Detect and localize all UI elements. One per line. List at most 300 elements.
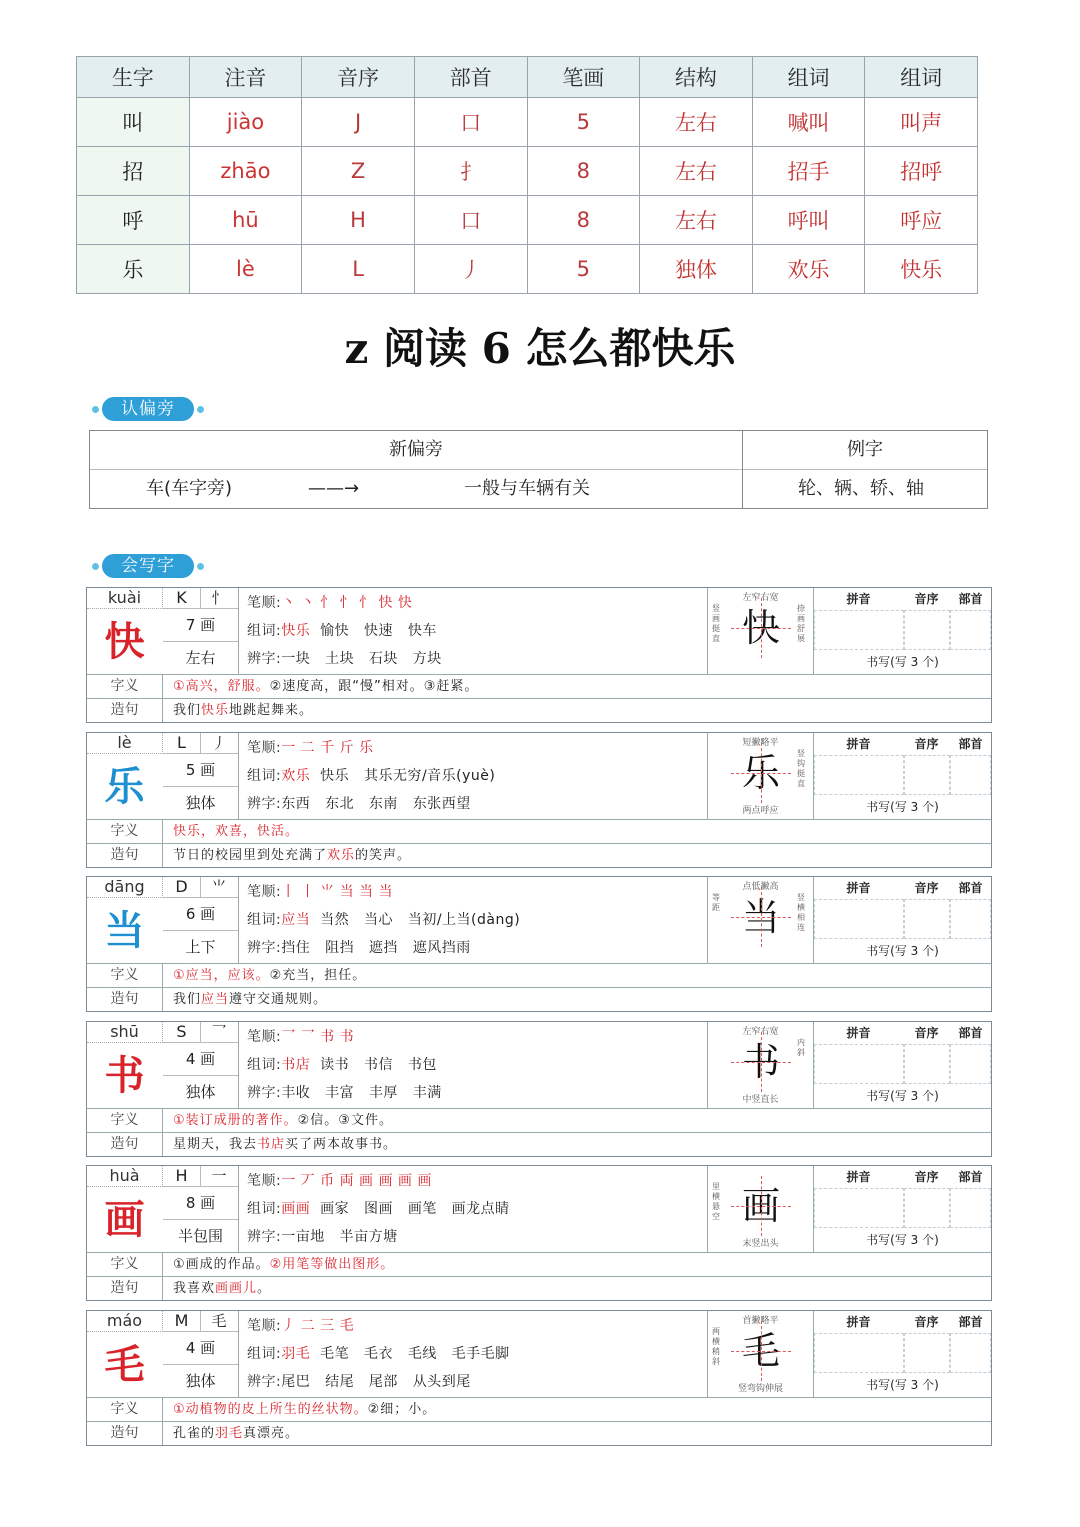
- card-character: 画: [104, 1196, 145, 1243]
- tip-bottom: 中竖直长: [742, 1095, 779, 1105]
- sentence-post: 地跳起舞来。: [229, 703, 314, 718]
- grid-pinyin-label: 拼音: [846, 592, 871, 606]
- character-card: [86, 1165, 992, 1301]
- example-header: 例字: [743, 431, 987, 470]
- order-sequence: 一 二 千 斤 乐: [281, 740, 374, 756]
- distinguish-line: [247, 645, 442, 673]
- grid-write-label: 书写(写 3 个): [866, 1233, 939, 1247]
- model-character: 快: [735, 602, 787, 654]
- tip-left: 里横悬空: [712, 1182, 720, 1221]
- cell-radical: 丿: [414, 245, 527, 294]
- sentence-row: [87, 1276, 991, 1300]
- sentence-highlight: 应当: [201, 992, 230, 1007]
- grid-order-label: 音序: [914, 1170, 939, 1184]
- card-structure: 独体: [185, 1083, 216, 1101]
- order-sequence: 乛 乛 书 书: [281, 1029, 355, 1045]
- cell-radical: 口: [414, 196, 527, 245]
- card-info: [87, 588, 239, 674]
- character-card: [86, 587, 992, 723]
- tip-right: 捺画舒展: [797, 604, 805, 643]
- sentence-post: 。: [257, 1281, 272, 1296]
- card-lines: [239, 1166, 708, 1252]
- meaning-value: [173, 675, 478, 698]
- col-header: 结构: [640, 57, 753, 98]
- table-row: [77, 147, 978, 196]
- grid-radical-label: 部首: [958, 1315, 983, 1329]
- card-letter: L: [163, 733, 201, 754]
- cell-word: 欢乐: [752, 245, 865, 294]
- card-character: 乐: [104, 763, 145, 810]
- meaning-rest: ②用笔等做出图形。: [269, 1257, 395, 1272]
- cell-word: 呼应: [865, 196, 978, 245]
- meaning-rest: ②充当，担任。: [269, 968, 367, 983]
- grid-radical-box[interactable]: [950, 1044, 991, 1084]
- tip-right: 竖钩挺直: [797, 749, 805, 788]
- words-rest: 愉快 快速 快车: [310, 623, 437, 639]
- sentence-value: [173, 988, 327, 1011]
- words-line: [247, 1051, 437, 1079]
- distinguish-label: 辨字:: [247, 796, 282, 812]
- grid-write-label: 书写(写 3 个): [866, 1089, 939, 1103]
- grid-radical-label: 部首: [958, 1026, 983, 1040]
- grid-pinyin-box[interactable]: [814, 755, 904, 795]
- grid-radical-box[interactable]: [950, 755, 991, 795]
- tip-top: 短撇略平: [742, 738, 779, 748]
- radical-name: 车(车字旁): [146, 478, 233, 499]
- sentence-row: [87, 698, 991, 722]
- meaning-value: [173, 1398, 436, 1421]
- cell-word: 呼叫: [752, 196, 865, 245]
- card-structure: 独体: [185, 1372, 216, 1390]
- writing-model: [708, 1022, 814, 1108]
- grid-order-label: 音序: [914, 881, 939, 895]
- writing-model: [708, 733, 814, 819]
- words-rest: 画家 图画 画笔 画龙点睛: [310, 1201, 510, 1217]
- page-title: z 阅读 6 怎么都快乐: [344, 324, 736, 373]
- meaning-label: 字义: [87, 1253, 163, 1276]
- meaning-highlight: ①动植物的皮上所生的丝状物。: [173, 1402, 368, 1417]
- model-character: 乐: [735, 747, 787, 799]
- meaning-value: [173, 820, 299, 843]
- card-character: 毛: [104, 1341, 145, 1388]
- tip-left: 等距: [712, 893, 720, 912]
- grid-pinyin-label: 拼音: [846, 1026, 871, 1040]
- meaning-value: [173, 1109, 393, 1132]
- sentence-value: [173, 844, 411, 867]
- character-card: [86, 1310, 992, 1446]
- sentence-row: [87, 1132, 991, 1156]
- tip-bottom: 末竖出头: [742, 1239, 779, 1249]
- cell-word: 喊叫: [752, 98, 865, 147]
- card-pinyin: huà: [87, 1166, 163, 1187]
- table-row: [77, 245, 978, 294]
- badge-dot-icon: [197, 563, 204, 570]
- meaning-value: [173, 964, 366, 987]
- practice-grid: [814, 1166, 991, 1252]
- meaning-pre: ①画成的作品。: [173, 1257, 270, 1272]
- words-line: [247, 762, 495, 790]
- distinguish-words: 丰收 丰富 丰厚 丰满: [281, 1085, 442, 1101]
- practice-grid: [814, 1311, 991, 1397]
- sentence-label: 造句: [87, 1277, 163, 1300]
- sentence-label: 造句: [87, 699, 163, 722]
- meaning-rest: ②细；小。: [367, 1402, 437, 1417]
- distinguish-label: 辨字:: [247, 1229, 282, 1245]
- distinguish-line: [247, 934, 471, 962]
- card-letter: H: [163, 1166, 201, 1187]
- card-strokes: 6 画: [163, 898, 238, 931]
- card-pinyin: lè: [87, 733, 163, 754]
- words-label: 组词:: [247, 912, 282, 928]
- card-lines: [239, 1311, 708, 1397]
- words-line: [247, 617, 437, 645]
- card-lines: [239, 1022, 708, 1108]
- card-radical: 一: [200, 1166, 238, 1187]
- cell-char: 呼: [77, 196, 190, 245]
- card-pinyin: máo: [87, 1311, 163, 1332]
- distinguish-label: 辨字:: [247, 940, 282, 956]
- sentence-value: [173, 1422, 299, 1445]
- cell-order: H: [302, 196, 415, 245]
- col-header: 生字: [77, 57, 190, 98]
- cell-char: 乐: [77, 245, 190, 294]
- order-label: 笔顺:: [247, 595, 282, 611]
- grid-pinyin-box[interactable]: [814, 1188, 904, 1228]
- cell-pinyin: jiào: [189, 98, 302, 147]
- card-radical: 毛: [200, 1311, 238, 1332]
- grid-order-box[interactable]: [904, 610, 950, 650]
- badge-dot-icon: [92, 406, 99, 413]
- cell-pinyin: lè: [189, 245, 302, 294]
- order-label: 笔顺:: [247, 1029, 282, 1045]
- meaning-row: [87, 1397, 991, 1421]
- col-header: 笔画: [527, 57, 640, 98]
- card-radical: 乛: [200, 1022, 238, 1043]
- grid-radical-box[interactable]: [950, 1333, 991, 1373]
- sentence-highlight: 羽毛: [215, 1426, 244, 1441]
- card-info: [87, 877, 239, 963]
- section-title: 会写字: [102, 554, 194, 578]
- arrow-icon: ——→: [308, 478, 360, 499]
- sentence-pre: 星期天，我去: [173, 1137, 258, 1152]
- stroke-order-line: [247, 1312, 354, 1340]
- distinguish-label: 辨字:: [247, 651, 282, 667]
- tip-top: 首撇略平: [742, 1316, 779, 1326]
- distinguish-line: [247, 1079, 442, 1107]
- stroke-order-line: [247, 1167, 432, 1195]
- order-sequence: 丶 丶 忄 忄 忄 快 快: [281, 595, 413, 611]
- sentence-pre: 孔雀的: [173, 1426, 216, 1441]
- distinguish-words: 挡住 阻挡 遮挡 遮风挡雨: [281, 940, 471, 956]
- practice-grid: [814, 1022, 991, 1108]
- words-highlight: 画画: [281, 1201, 311, 1217]
- order-label: 笔顺:: [247, 1173, 282, 1189]
- distinguish-label: 辨字:: [247, 1374, 282, 1390]
- tip-bottom: 两点呼应: [742, 806, 779, 816]
- tip-right: 竖横相连: [797, 893, 805, 932]
- tip-top: 点低撇高: [742, 882, 779, 892]
- words-label: 组词:: [247, 1346, 282, 1362]
- grid-order-box[interactable]: [904, 899, 950, 939]
- sentence-label: 造句: [87, 844, 163, 867]
- grid-order-label: 音序: [914, 592, 939, 606]
- sentence-row: [87, 1421, 991, 1445]
- grid-write-label: 书写(写 3 个): [866, 655, 939, 669]
- card-pinyin: kuài: [87, 588, 163, 609]
- col-header: 音序: [302, 57, 415, 98]
- distinguish-line: [247, 790, 471, 818]
- radical-examples: 轮、辆、轿、轴: [798, 478, 924, 499]
- card-letter: D: [163, 877, 201, 898]
- section-badge-radicals: [92, 397, 204, 421]
- grid-pinyin-box[interactable]: [814, 610, 904, 650]
- col-header: 部首: [414, 57, 527, 98]
- col-header: 注音: [189, 57, 302, 98]
- card-structure: 上下: [185, 938, 216, 956]
- meaning-row: [87, 963, 991, 987]
- grid-radical-label: 部首: [958, 592, 983, 606]
- sentence-pre: 我喜欢: [173, 1281, 216, 1296]
- cell-strokes: 8: [527, 196, 640, 245]
- words-label: 组词:: [247, 1201, 282, 1217]
- card-info: [87, 1311, 239, 1397]
- col-header: 组词: [865, 57, 978, 98]
- card-strokes: 4 画: [163, 1043, 238, 1076]
- card-strokes: 5 画: [163, 754, 238, 787]
- model-character: 毛: [735, 1325, 787, 1377]
- card-radical: ⺌: [200, 877, 238, 898]
- table-header-row: [77, 57, 978, 98]
- sentence-highlight: 快乐: [201, 703, 230, 718]
- grid-radical-box[interactable]: [950, 610, 991, 650]
- divider: [742, 431, 743, 508]
- sentence-highlight: 书店: [257, 1137, 286, 1152]
- meaning-row: [87, 1252, 991, 1276]
- tip-left: 竖画挺直: [712, 604, 720, 643]
- sentence-post: 遵守交通规则。: [229, 992, 328, 1007]
- meaning-highlight: 快乐，欢喜，快活。: [173, 824, 300, 839]
- words-highlight: 欢乐: [281, 768, 311, 784]
- cell-strokes: 8: [527, 147, 640, 196]
- card-strokes: 7 画: [163, 609, 238, 642]
- cell-structure: 左右: [640, 98, 753, 147]
- card-letter: S: [163, 1022, 201, 1043]
- grid-pinyin-label: 拼音: [846, 1170, 871, 1184]
- grid-radical-box[interactable]: [950, 1188, 991, 1228]
- grid-order-label: 音序: [914, 1026, 939, 1040]
- writing-model: [708, 1311, 814, 1397]
- cell-char: 招: [77, 147, 190, 196]
- sentence-pre: 我们: [173, 992, 202, 1007]
- sentence-highlight: 欢乐: [327, 848, 356, 863]
- sentence-value: [173, 1277, 271, 1300]
- meaning-label: 字义: [87, 1398, 163, 1421]
- card-character: 书: [104, 1052, 145, 1099]
- words-label: 组词:: [247, 768, 282, 784]
- card-strokes: 4 画: [163, 1332, 238, 1365]
- stroke-order-line: [247, 1023, 354, 1051]
- section-title: 认偏旁: [102, 397, 194, 421]
- cell-word: 招呼: [865, 147, 978, 196]
- radical-table: [89, 430, 988, 509]
- cell-word: 叫声: [865, 98, 978, 147]
- tip-top: 左窄右宽: [742, 593, 779, 603]
- grid-order-box[interactable]: [904, 1188, 950, 1228]
- words-highlight: 应当: [281, 912, 311, 928]
- card-radical: 丿: [200, 733, 238, 754]
- meaning-highlight: ①装订成册的著作。: [173, 1113, 298, 1128]
- cell-word: 快乐: [865, 245, 978, 294]
- cell-radical: 口: [414, 98, 527, 147]
- card-lines: [239, 588, 708, 674]
- distinguish-words: 尾巴 结尾 尾部 从头到尾: [281, 1374, 471, 1390]
- model-character: 书: [735, 1036, 787, 1088]
- card-lines: [239, 733, 708, 819]
- order-sequence: 一 丆 币 両 画 画 画 画: [281, 1173, 432, 1189]
- grid-write-label: 书写(写 3 个): [866, 800, 939, 814]
- meaning-rest: ②信。③文件。: [297, 1113, 393, 1128]
- grid-radical-label: 部首: [958, 1170, 983, 1184]
- sentence-row: [87, 843, 991, 867]
- card-character: 当: [104, 907, 145, 954]
- words-label: 组词:: [247, 1057, 282, 1073]
- distinguish-words: 一块 土块 石块 方块: [281, 651, 442, 667]
- radical-meaning: 一般与车辆有关: [464, 478, 590, 499]
- stroke-order-line: [247, 734, 374, 762]
- sentence-pre: 我们: [173, 703, 202, 718]
- sentence-value: [173, 1133, 397, 1156]
- stroke-order-line: [247, 878, 393, 906]
- words-rest: 读书 书信 书包: [310, 1057, 437, 1073]
- grid-write-label: 书写(写 3 个): [866, 944, 939, 958]
- cell-strokes: 5: [527, 98, 640, 147]
- grid-radical-box[interactable]: [950, 899, 991, 939]
- sentence-post: 的笑声。: [355, 848, 412, 863]
- order-sequence: 丨 丨 ⺌ 当 当 当: [281, 884, 393, 900]
- meaning-row: [87, 819, 991, 843]
- card-character: 快: [104, 618, 145, 665]
- card-letter: M: [163, 1311, 201, 1332]
- grid-pinyin-box[interactable]: [814, 1333, 904, 1373]
- words-highlight: 快乐: [281, 623, 311, 639]
- meaning-highlight: ①应当，应该。: [173, 968, 270, 983]
- tip-top: 左窄右宽: [742, 1027, 779, 1037]
- grid-order-label: 音序: [914, 1315, 939, 1329]
- words-highlight: 羽毛: [281, 1346, 311, 1362]
- radical-header: 新偏旁: [90, 431, 742, 470]
- card-lines: [239, 877, 708, 963]
- meaning-row: [87, 674, 991, 698]
- meaning-label: 字义: [87, 675, 163, 698]
- card-letter: K: [163, 588, 201, 609]
- words-rest: 毛笔 毛衣 毛线 毛手毛脚: [310, 1346, 510, 1362]
- grid-radical-label: 部首: [958, 737, 983, 751]
- sentence-label: 造句: [87, 1422, 163, 1445]
- character-summary-table: [76, 56, 978, 294]
- meaning-rest: ②速度高，跟“慢”相对。③赶紧。: [269, 679, 479, 694]
- distinguish-words: 东西 东北 东南 东张西望: [281, 796, 471, 812]
- card-structure: 半包围: [177, 1227, 223, 1245]
- words-label: 组词:: [247, 623, 282, 639]
- words-line: [247, 906, 520, 934]
- col-header: 组词: [752, 57, 865, 98]
- card-info: [87, 1166, 239, 1252]
- meaning-label: 字义: [87, 820, 163, 843]
- words-rest: 快乐 其乐无穷/音乐(yuè): [310, 768, 496, 784]
- tip-bottom: 竖弯钩伸展: [737, 1384, 783, 1394]
- cell-structure: 左右: [640, 147, 753, 196]
- sentence-post: 买了两本故事书。: [285, 1137, 398, 1152]
- grid-pinyin-label: 拼音: [846, 737, 871, 751]
- model-character: 当: [735, 891, 787, 943]
- cell-order: Z: [302, 147, 415, 196]
- distinguish-label: 辨字:: [247, 1085, 282, 1101]
- grid-order-box[interactable]: [904, 1044, 950, 1084]
- meaning-row: [87, 1108, 991, 1132]
- sentence-label: 造句: [87, 988, 163, 1011]
- meaning-value: [173, 1253, 394, 1276]
- cell-order: L: [302, 245, 415, 294]
- order-sequence: 丿 二 三 毛: [281, 1318, 355, 1334]
- badge-dot-icon: [92, 563, 99, 570]
- card-radical: 忄: [200, 588, 238, 609]
- grid-order-box[interactable]: [904, 1333, 950, 1373]
- sentence-row: [87, 987, 991, 1011]
- table-row: [77, 98, 978, 147]
- distinguish-line: [247, 1223, 398, 1251]
- meaning-label: 字义: [87, 1109, 163, 1132]
- order-label: 笔顺:: [247, 1318, 282, 1334]
- distinguish-words: 一亩地 半亩方塘: [281, 1229, 398, 1245]
- card-strokes: 8 画: [163, 1187, 238, 1220]
- practice-grid: [814, 733, 991, 819]
- practice-grid: [814, 877, 991, 963]
- character-card: [86, 732, 992, 868]
- cell-pinyin: zhāo: [189, 147, 302, 196]
- meaning-highlight: ①高兴，舒服。: [173, 679, 270, 694]
- sentence-pre: 节日的校园里到处充满了: [173, 848, 328, 863]
- distinguish-line: [247, 1368, 471, 1396]
- card-pinyin: dāng: [87, 877, 163, 898]
- words-line: [247, 1195, 510, 1223]
- grid-pinyin-box[interactable]: [814, 899, 904, 939]
- grid-pinyin-label: 拼音: [846, 1315, 871, 1329]
- grid-pinyin-label: 拼音: [846, 881, 871, 895]
- grid-order-label: 音序: [914, 737, 939, 751]
- cell-pinyin: hū: [189, 196, 302, 245]
- model-character: 画: [735, 1180, 787, 1232]
- sentence-highlight: 画画儿: [215, 1281, 258, 1296]
- words-rest: 当然 当心 当初/上当(dàng): [310, 912, 521, 928]
- grid-order-box[interactable]: [904, 755, 950, 795]
- order-label: 笔顺:: [247, 740, 282, 756]
- cell-radical: 扌: [414, 147, 527, 196]
- stroke-order-line: [247, 589, 412, 617]
- character-card: [86, 876, 992, 1012]
- card-info: [87, 733, 239, 819]
- grid-pinyin-box[interactable]: [814, 1044, 904, 1084]
- grid-radical-label: 部首: [958, 881, 983, 895]
- sentence-value: [173, 699, 313, 722]
- words-highlight: 书店: [281, 1057, 311, 1073]
- writing-model: [708, 588, 814, 674]
- cell-strokes: 5: [527, 245, 640, 294]
- meaning-label: 字义: [87, 964, 163, 987]
- tip-right: 内斜: [797, 1038, 805, 1057]
- sentence-label: 造句: [87, 1133, 163, 1156]
- card-pinyin: shū: [87, 1022, 163, 1043]
- sentence-post: 真漂亮。: [243, 1426, 300, 1441]
